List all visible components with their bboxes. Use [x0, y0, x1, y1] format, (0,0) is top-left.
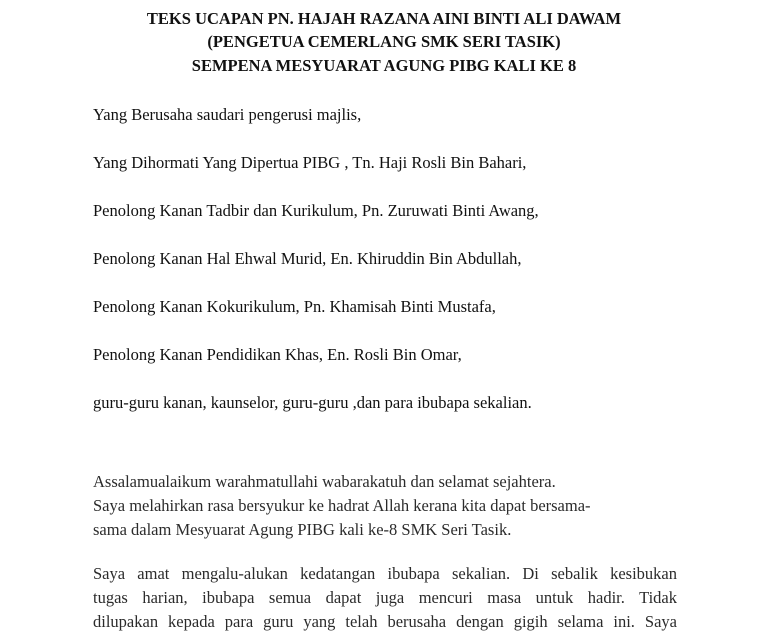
paragraph-greeting-line: Saya melahirkan rasa bersyukur ke hadrat Allah kerana kita dapat bersama-	[93, 496, 591, 515]
salutation-admin-curriculum: Penolong Kanan Tadbir dan Kurikulum, Pn. Zuruwati Binti Awang,	[93, 201, 539, 220]
paragraph-welcome-line: Saya amat mengalu-alukan kedatangan ibubapa sekalian. Di sebalik kesibukan	[93, 564, 677, 583]
paragraph-welcome	[93, 562, 677, 634]
salutation-special-education: Penolong Kanan Pendidikan Khas, En. Rosli Bin Omar,	[93, 345, 462, 364]
paragraph-greeting-line: Assalamualaikum warahmatullahi wabarakatuh dan selamat sejahtera.	[93, 472, 556, 491]
paragraph-welcome-line: dilupakan kepada para guru yang telah berusaha dengan gigih selama ini. Saya	[93, 612, 677, 631]
salutation-student-affairs: Penolong Kanan Hal Ehwal Murid, En. Khiruddin Bin Abdullah,	[93, 249, 522, 268]
paragraph-greeting-line: sama dalam Mesyuarat Agung PIBG kali ke-8 SMK Seri Tasik.	[93, 520, 512, 539]
salutation-pibg-president: Yang Dihormati Yang Dipertua PIBG , Tn. Haji Rosli Bin Bahari,	[93, 153, 527, 172]
paragraph-greeting	[93, 470, 677, 542]
salutation-cocurriculum: Penolong Kanan Kokurikulum, Pn. Khamisah Binti Mustafa,	[93, 297, 496, 316]
title-line-2: (PENGETUA CEMERLANG SMK SERI TASIK)	[207, 32, 561, 51]
salutation-teachers-parents: guru-guru kanan, kaunselor, guru-guru ,dan para ibubapa sekalian.	[93, 393, 532, 412]
salutation-chair: Yang Berusaha saudari pengerusi majlis,	[93, 105, 362, 124]
title-line-3: SEMPENA MESYUARAT AGUNG PIBG KALI KE 8	[191, 56, 577, 75]
paragraph-welcome-line: tugas harian, ibubapa semua dapat juga mencuri masa untuk hadir. Tidak	[93, 588, 677, 607]
title-line-1: TEKS UCAPAN PN. HAJAH RAZANA AINI BINTI ALI DAWAM	[146, 9, 622, 28]
